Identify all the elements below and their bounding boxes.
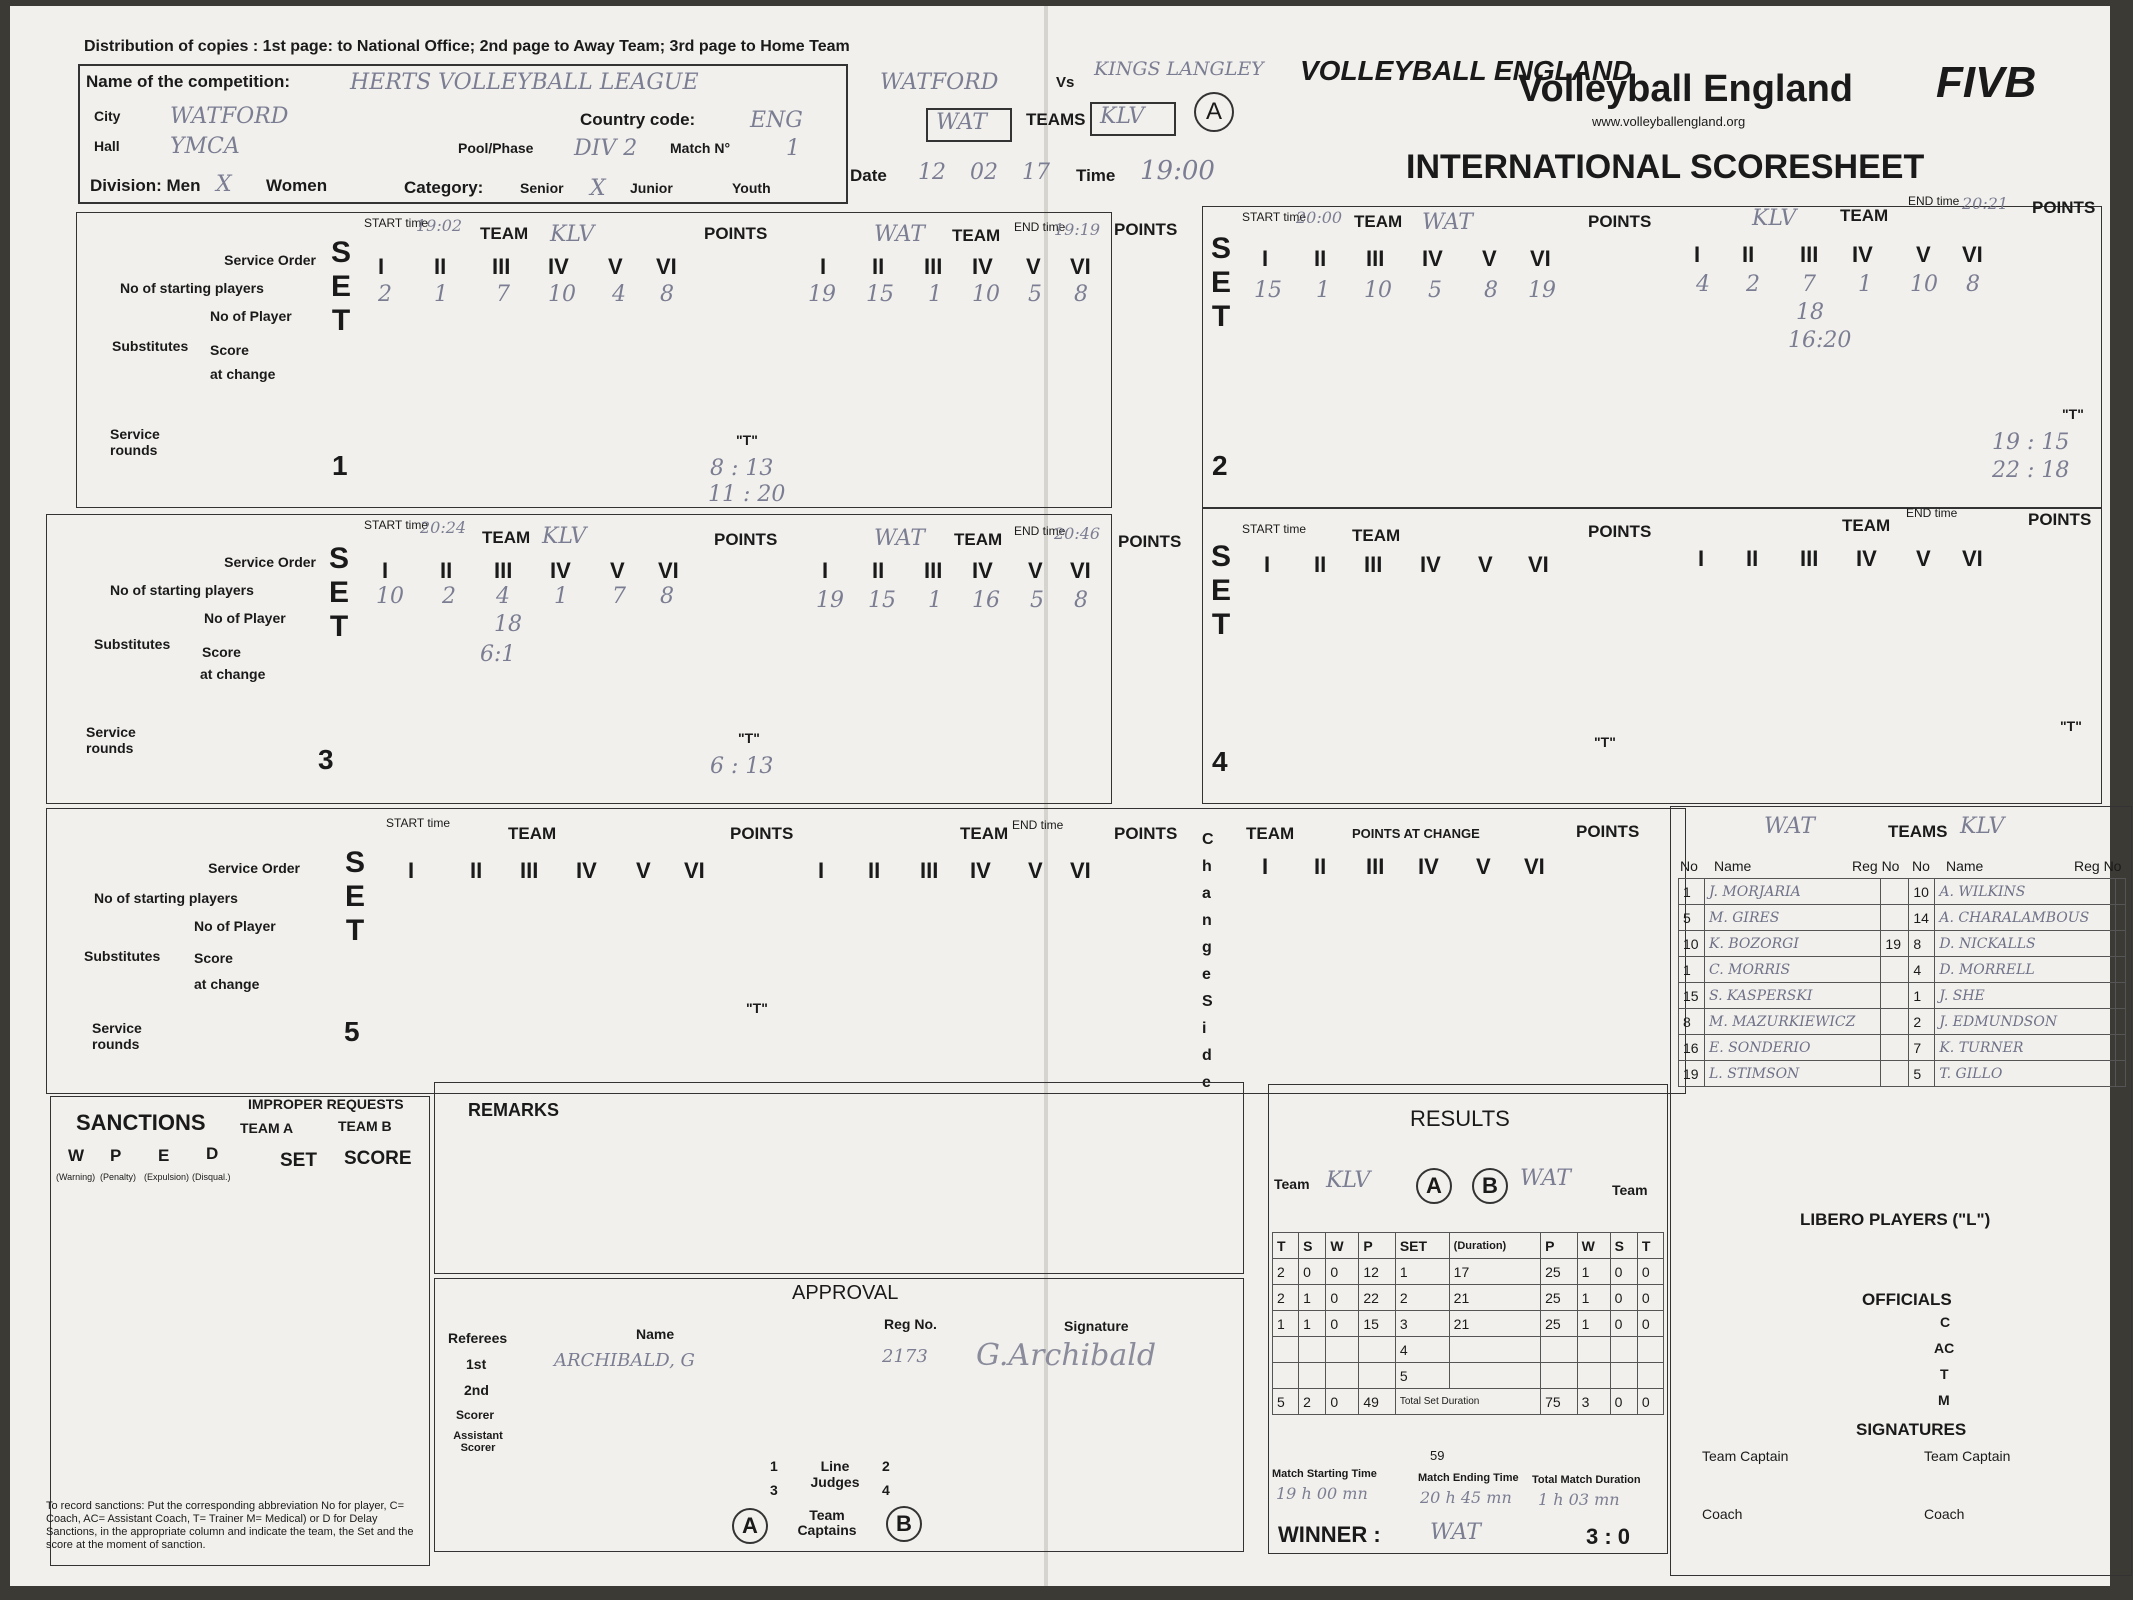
set1-starting-label: No of starting players <box>120 280 264 296</box>
competition-value: HERTS VOLLEYBALL LEAGUE <box>350 70 699 95</box>
set3-at-change-label: at change <box>200 666 266 682</box>
improper-team-a: TEAM A <box>240 1120 294 1136</box>
set4-right-points-label: POINTS <box>2028 510 2092 529</box>
set1-timeout-2: 11 : 20 <box>708 482 786 507</box>
line-judge-2: 2 <box>882 1458 890 1474</box>
table-row: 8 M. MAZURKIEWICZ 2 J. EDMUNDSON <box>1679 1009 2126 1035</box>
table-row: 2 1 0 22 2 21 25 1 0 0 <box>1273 1285 1664 1311</box>
match-start-value: 19 h 00 mn <box>1276 1484 1368 1503</box>
coach-left-label: Coach <box>1702 1506 1743 1522</box>
time-label: Time <box>1076 166 1116 185</box>
official-t: T <box>1940 1366 1949 1382</box>
pool-label: Pool/Phase <box>458 140 534 156</box>
roster-right-reg-header: Reg No <box>2074 858 2122 874</box>
set1-t-label: "T" <box>736 432 758 448</box>
date-label: Date <box>850 166 887 185</box>
time-value: 19:00 <box>1140 156 1215 186</box>
sanction-d: D <box>206 1144 219 1163</box>
set3-substitute-score: 6:1 <box>480 642 516 667</box>
table-row: 1 1 0 15 3 21 25 1 0 0 <box>1273 1311 1664 1337</box>
set5-right-team-label: TEAM <box>960 824 1009 843</box>
set3-letters: S E T <box>328 542 349 643</box>
set2-start-label: START time <box>1242 210 1307 224</box>
roster-left-no-header: No <box>1680 858 1698 874</box>
set1-start-value: 19:02 <box>416 216 463 235</box>
roster-right-code: KLV <box>1960 814 2005 839</box>
table-row: 5 <box>1273 1363 1664 1389</box>
set5-service-order-label: Service Order <box>208 860 300 876</box>
table-row: 16 E. SONDERIO 7 K. TURNER <box>1679 1035 2126 1061</box>
city-label: City <box>94 108 121 124</box>
results-circle-b: B <box>1472 1168 1508 1204</box>
set1-left-team-label: TEAM <box>480 224 529 243</box>
scoresheet-title: INTERNATIONAL SCORESHEET <box>1406 148 1925 186</box>
table-row: 1 J. MORJARIA 10 A. WILKINS <box>1679 879 2126 905</box>
set1-service-order-label: Service Order <box>224 252 316 268</box>
roster-teams-label: TEAMS <box>1888 822 1948 841</box>
official-m: M <box>1938 1392 1950 1408</box>
sanction-p-sub: (Penalty) <box>100 1172 137 1182</box>
officials-label: OFFICIALS <box>1862 1290 1952 1309</box>
away-team-name: KINGS LANGLEY <box>1094 58 1264 80</box>
brand-url: www.volleyballengland.org <box>1592 114 1746 129</box>
sanction-w: W <box>68 1146 85 1165</box>
line-judge-4: 4 <box>882 1482 890 1498</box>
set4-left-points-label: POINTS <box>1588 522 1652 541</box>
youth-label: Youth <box>732 180 771 196</box>
approval-title: APPROVAL <box>792 1282 899 1304</box>
roster-table <box>1678 878 2126 1087</box>
division-label: Division: Men <box>90 176 201 195</box>
set4-right-team-label: TEAM <box>1842 516 1891 535</box>
women-label: Women <box>266 176 328 195</box>
table-row: T S W P SET (Duration) P W S T <box>1273 1233 1664 1259</box>
set4-left-t-label: "T" <box>1594 734 1616 750</box>
set3-substitutes-label: Substitutes <box>94 636 171 652</box>
results-team-left-label: Team <box>1274 1176 1310 1192</box>
set1-right-points-label: POINTS <box>1114 220 1178 239</box>
set1-player-no-label: No of Player <box>210 308 292 324</box>
competition-label: Name of the competition: <box>86 72 291 91</box>
set2-right-team-label: TEAM <box>1840 206 1889 225</box>
match-no-value: 1 <box>786 136 800 161</box>
fivb-logo: FIVB <box>1936 58 2037 107</box>
approval-row-1st: 1st <box>466 1356 487 1372</box>
sanctions-set-header: SET <box>280 1150 317 1171</box>
set5-right-points-label: POINTS <box>1114 824 1178 843</box>
captain-a-circle: A <box>732 1508 768 1544</box>
table-row: 19 L. STIMSON 5 T. GILLO <box>1679 1061 2126 1087</box>
set1-right-code: WAT <box>874 222 925 247</box>
set2-right-code: KLV <box>1752 206 1797 231</box>
set3-service-rounds-label: Service rounds <box>86 724 136 756</box>
set3-end-value: 20:46 <box>1054 524 1101 543</box>
improper-team-b: TEAM B <box>338 1118 392 1134</box>
set3-t-label: "T" <box>738 730 760 746</box>
set2-start-value: 20:00 <box>1296 208 1343 227</box>
away-code: KLV <box>1100 104 1145 129</box>
set1-right-team-label: TEAM <box>952 226 1001 245</box>
approval-row-scorer: Scorer <box>456 1408 495 1422</box>
table-row: 10 K. BOZORGI 19 8 D. NICKALLS <box>1679 931 2126 957</box>
winner-value: WAT <box>1430 1520 1481 1545</box>
set3-number: 3 <box>318 744 334 775</box>
approval-row-2nd: 2nd <box>464 1382 489 1398</box>
official-ac: AC <box>1934 1340 1955 1356</box>
table-row: 5 M. GIRES 14 A. CHARALAMBOUS <box>1679 905 2126 931</box>
match-score: 3 : 0 <box>1586 1524 1631 1549</box>
set1-number: 1 <box>332 450 348 481</box>
set2-substitute-note: 18 <box>1796 300 1824 325</box>
approval-row-assistant: Assistant Scorer <box>453 1430 503 1454</box>
change-side-label: Change Side <box>1202 831 1214 1091</box>
set5-left-team-label: TEAM <box>508 824 557 843</box>
set5-starting-label: No of starting players <box>94 890 238 906</box>
pool-value: DIV 2 <box>574 136 638 161</box>
sanctions-title: SANCTIONS <box>76 1110 206 1135</box>
set5-substitutes-label: Substitutes <box>84 948 161 964</box>
set3-left-points-label: POINTS <box>714 530 778 549</box>
set1-substitutes-label: Substitutes <box>112 338 189 354</box>
remarks-title: REMARKS <box>468 1100 560 1120</box>
country-label: Country code: <box>580 110 696 129</box>
table-row: 4 <box>1273 1337 1664 1363</box>
set3-right-points-label: POINTS <box>1118 532 1182 551</box>
team-a-circle: A <box>1194 92 1234 132</box>
brand-name: Volleyball England <box>1518 68 1854 110</box>
hall-value: YMCA <box>170 134 240 159</box>
approval-reg-header: Reg No. <box>884 1316 937 1332</box>
set5-number: 5 <box>344 1016 360 1047</box>
set4-left-team-label: TEAM <box>1352 526 1401 545</box>
line-judges-label: Line Judges <box>810 1458 860 1490</box>
set3-player-no-label: No of Player <box>204 610 286 626</box>
results-right-code: WAT <box>1520 1166 1571 1191</box>
coach-right-label: Coach <box>1924 1506 1965 1522</box>
set2-t-label: "T" <box>2062 406 2084 422</box>
set2-end-label: END time <box>1908 194 1960 208</box>
sanction-d-sub: (Disqual.) <box>192 1172 231 1182</box>
set1-start-label: START time <box>364 216 429 230</box>
date-day: 12 <box>918 160 946 185</box>
set1-left-code: KLV <box>550 222 595 247</box>
set3-score-label: Score <box>202 644 241 660</box>
date-month: 02 <box>970 160 998 185</box>
set4-letters: S E T <box>1210 540 1231 641</box>
set1-service-rounds-label: Service rounds <box>110 426 160 458</box>
set1-score-label: Score <box>210 342 249 358</box>
set5-left-points-label: POINTS <box>730 824 794 843</box>
roster-left-name-header: Name <box>1714 858 1752 874</box>
set3-start-label: START time <box>364 518 429 532</box>
date-year: 17 <box>1022 160 1050 185</box>
total-set-duration-value: 59 <box>1430 1448 1445 1463</box>
total-match-value: 1 h 03 mn <box>1538 1490 1620 1509</box>
set2-left-code: WAT <box>1422 210 1473 235</box>
set5-at-change-label: at change <box>194 976 260 992</box>
set3-left-team-label: TEAM <box>482 528 531 547</box>
set3-timeout-1: 6 : 13 <box>710 754 774 779</box>
sanction-e: E <box>158 1146 170 1165</box>
senior-label: Senior <box>520 180 564 196</box>
results-left-code: KLV <box>1326 1168 1371 1193</box>
set2-left-team-label: TEAM <box>1354 212 1403 231</box>
set4-right-t-label: "T" <box>2060 718 2082 734</box>
vs-label: Vs <box>1056 74 1075 91</box>
division-men-check: X <box>216 172 232 197</box>
country-value: ENG <box>750 108 803 133</box>
team-captain-left-label: Team Captain <box>1702 1448 1789 1464</box>
set2-letters: S E T <box>1210 232 1231 333</box>
captain-b-circle: B <box>886 1506 922 1542</box>
table-row: 15 S. KASPERSKI 1 J. SHE <box>1679 983 2126 1009</box>
first-referee-name: ARCHIBALD, G <box>554 1350 695 1371</box>
set1-end-value: 19:19 <box>1054 220 1101 239</box>
libero-label: LIBERO PLAYERS ("L") <box>1800 1210 1991 1229</box>
junior-label: Junior <box>630 180 673 196</box>
referees-label: Referees <box>448 1330 508 1346</box>
set5-t-label: "T" <box>746 1000 768 1016</box>
set2-left-points-label: POINTS <box>1588 212 1652 231</box>
set1-end-label: END time <box>1014 220 1066 234</box>
set3-right-team-label: TEAM <box>954 530 1003 549</box>
results-team-right-label: Team <box>1612 1182 1648 1198</box>
set1-timeout-1: 8 : 13 <box>710 456 774 481</box>
set3-service-order-label: Service Order <box>224 554 316 570</box>
set3-right-code: WAT <box>874 526 925 551</box>
sanction-w-sub: (Warning) <box>56 1172 96 1182</box>
set4-number: 4 <box>1212 746 1228 777</box>
set5-score-label: Score <box>194 950 233 966</box>
home-team-name: WATFORD <box>880 70 999 95</box>
set4-end-label: END time <box>1906 506 1958 520</box>
sanctions-score-header: SCORE <box>344 1148 412 1169</box>
first-referee-signature: G.Archibald <box>976 1338 1157 1373</box>
team-captain-right-label: Team Captain <box>1924 1448 2011 1464</box>
match-start-label: Match Starting Time <box>1272 1468 1377 1480</box>
set3-end-label: END time <box>1014 524 1066 538</box>
set2-number: 2 <box>1212 450 1228 481</box>
set5-panel <box>46 808 1686 1094</box>
roster-left-code: WAT <box>1764 814 1815 839</box>
hall-label: Hall <box>94 138 120 154</box>
sanctions-note: To record sanctions: Put the corresponding abbreviation No for player, C= Coach, AC= Assistant Coach, T= Trainer M= Medical) or D for Delay Sanctions, in the appropriate column and indicate the team, the Set and the score at the moment of sanction. <box>46 1500 414 1551</box>
official-c: C <box>1940 1314 1951 1330</box>
set3-substitute-note: 18 <box>494 612 522 637</box>
set3-left-code: KLV <box>542 524 587 549</box>
set5-start-label: START time <box>386 816 451 830</box>
approval-signature-header: Signature <box>1064 1318 1129 1334</box>
set1-at-change-label: at change <box>210 366 276 382</box>
set2-timeout-2: 22 : 18 <box>1992 458 2070 483</box>
sanction-p: P <box>110 1146 122 1165</box>
results-circle-a: A <box>1416 1168 1452 1204</box>
table-row: 2 0 0 12 1 17 25 1 0 0 <box>1273 1259 1664 1285</box>
city-value: WATFORD <box>170 104 289 129</box>
distribution-note: Distribution of copies : 1st page: to National Office; 2nd page to Away Team; 3rd page to Home Team <box>84 38 850 55</box>
senior-check: X <box>590 176 606 201</box>
set5-player-no-label: No of Player <box>194 918 276 934</box>
set5-end-label: END time <box>1012 818 1064 832</box>
set4-start-label: START time <box>1242 522 1307 536</box>
match-end-value: 20 h 45 mn <box>1420 1488 1512 1507</box>
table-row-total: 5 2 0 49 Total Set Duration 75 3 0 0 <box>1273 1389 1664 1415</box>
set5-change-team-label: TEAM <box>1246 824 1295 843</box>
teams-label: TEAMS <box>1026 110 1086 129</box>
set1-letters: S E T <box>330 236 351 337</box>
match-no-label: Match N° <box>670 140 731 156</box>
points-at-change-label: POINTS AT CHANGE <box>1352 826 1480 841</box>
volleyball-england-logo: VOLLEYBALL ENGLAND <box>1300 55 1633 86</box>
improper-requests-label: IMPROPER REQUESTS <box>248 1096 404 1112</box>
match-end-label: Match Ending Time <box>1418 1472 1519 1484</box>
set3-starting-label: No of starting players <box>110 582 254 598</box>
roster-left-reg-header: Reg No <box>1852 858 1900 874</box>
home-code: WAT <box>936 110 987 135</box>
set2-end-value: 20:21 <box>1962 194 2009 213</box>
results-table <box>1272 1232 1664 1415</box>
line-judge-1: 1 <box>770 1458 778 1474</box>
category-label: Category: <box>404 178 484 197</box>
line-judge-3: 3 <box>770 1482 778 1498</box>
winner-label: WINNER : <box>1278 1522 1381 1547</box>
scoresheet: Distribution of copies : 1st page: to National Office; 2nd page to Away Team; 3rd page to Home Team Name of the competition: HERTS VOLLEYBALL LEAGUE City WATFORD Hall YMCA Country code: ENG Pool/Phase DIV 2 Match N° 1 Division: Men X Women Category: Senior X Junior Youth WATFORD Vs KINGS LANGLEY WAT TEAMS KLV A Date 12 02 17 Time 19:00 VOLLEYBALL ENGLAND Volleyball England www.volleyballengland.org FIVB INTERNATIONAL SCORESHEET Service Order No of starting players No of Player Substitutes Score at change Service rounds S E T 1 START time 19:02 TEAM KLV POINTS WAT TEAM END time 19:19 POINTS I II III IV V VI 2 1 7 10 4 8 I II III IV V VI 19 15 1 10 5 8 "T" 8 : 13 11 : 20 S E T 2 START time 20:00 TEAM WAT POINTS KLV TEAM END time 20:21 POINTS I II III IV V VI 15 1 10 5 8 19 I II III IV V VI 4 2 7 1 10 8 18 16:20 "T" 19 : 15 22 : 18 Service Order No of starting players No of Player Substitutes Score at change Service rounds S E T 3 START time 20:24 TEAM KLV POINTS WAT TEAM END time 20:46 POINTS I II III IV V VI 10 2 4 1 7 8 I II III IV V VI 19 15 1 16 5 8 18 6:1 "T" 6 : 13 S E T 4 START time TEAM POINTS TEAM END time POINTS I II III IV V VI I II III IV V VI "T" "T" Service Order No of starting players No of Player Substitutes Score at change Service rounds S E T 5 START time TEAM POINTS TEAM END time POINTS Change Side TEAM POINTS AT CHANGE POINTS I II III IV V VI I II III IV V VI I II III IV V VI "T" WAT TEAMS KLV No Name Reg No No Name Reg No 1 J. MORJARIA 10 A. WILKINS 5 M. GIRES 14 A. CHARALAMBOUS 10 K. BOZORGI 19 8 D. NICKALLS 1 C. MORRIS 4 D. MORRELL 15 S. KASPERSKI 1 J. SHE 8 M. MAZURKIEWICZ 2 J. EDMUNDSON 16 E. SONDERIO 7 K. TURNER 19 L. STIMSON 5 T. GILLO LIBERO PLAYERS ("L") OFFICIALS C AC T M SIGNATURES Team Captain Team Captain Coach Coach SANCTIONS IMPROPER REQUESTS TEAM A TEAM B W P E D (Warning) (Penalty) (Expulsion) (Disqual.) SET SCORE To record sanctions: Put the corresponding abbreviation No for player, C= Coach, AC= Assistant Coach, T= Trainer M= Medical) or D for Delay Sanctions, in the appropriate column and indicate the team, the Set and the score at the moment of sanction. REMARKS APPROVAL Referees Name Reg No. Signature 1st ARCHIBALD, G 2173 G.Archibald 2nd Scorer Assistant Scorer Line Judges 1 2 3 4 A Team Captains B RESULTS Team KLV A B WAT Team T S W P SET (Duration) P W S T 2 0 0 12 1 17 25 1 0 0 2 1 0 22 2 21 25 1 0 0 1 1 0 15 3 21 25 1 0 0 4 5 5 2 0 49 Total Set Duration 75 3 0 0 59 Match Starting Time 19 h 00 mn Match Ending Time 20 h 45 mn Total Match Duration 1 h 03 mn WINNER : WAT 3 : 0 <box>10 6 2110 1586</box>
set2-substitute-score: 16:20 <box>1788 328 1852 353</box>
set5-letters: S E T <box>344 846 365 947</box>
set3-start-value: 20:24 <box>420 518 467 537</box>
first-referee-reg: 2173 <box>882 1346 928 1367</box>
sanction-e-sub: (Expulsion) <box>144 1172 190 1182</box>
signatures-label: SIGNATURES <box>1856 1420 1967 1439</box>
set5-service-rounds-label: Service rounds <box>92 1020 142 1052</box>
set2-right-points-label: POINTS <box>2032 198 2096 217</box>
set1-left-points-label: POINTS <box>704 224 768 243</box>
approval-name-header: Name <box>636 1326 675 1342</box>
roster-right-name-header: Name <box>1946 858 1984 874</box>
set2-timeout-1: 19 : 15 <box>1992 430 2070 455</box>
table-row: 1 C. MORRIS 4 D. MORRELL <box>1679 957 2126 983</box>
set5-change-points-label: POINTS <box>1576 822 1640 841</box>
total-match-label: Total Match Duration <box>1532 1474 1641 1486</box>
results-title: RESULTS <box>1410 1106 1510 1131</box>
roster-right-no-header: No <box>1912 858 1930 874</box>
team-captains-label: Team Captains <box>797 1507 857 1538</box>
